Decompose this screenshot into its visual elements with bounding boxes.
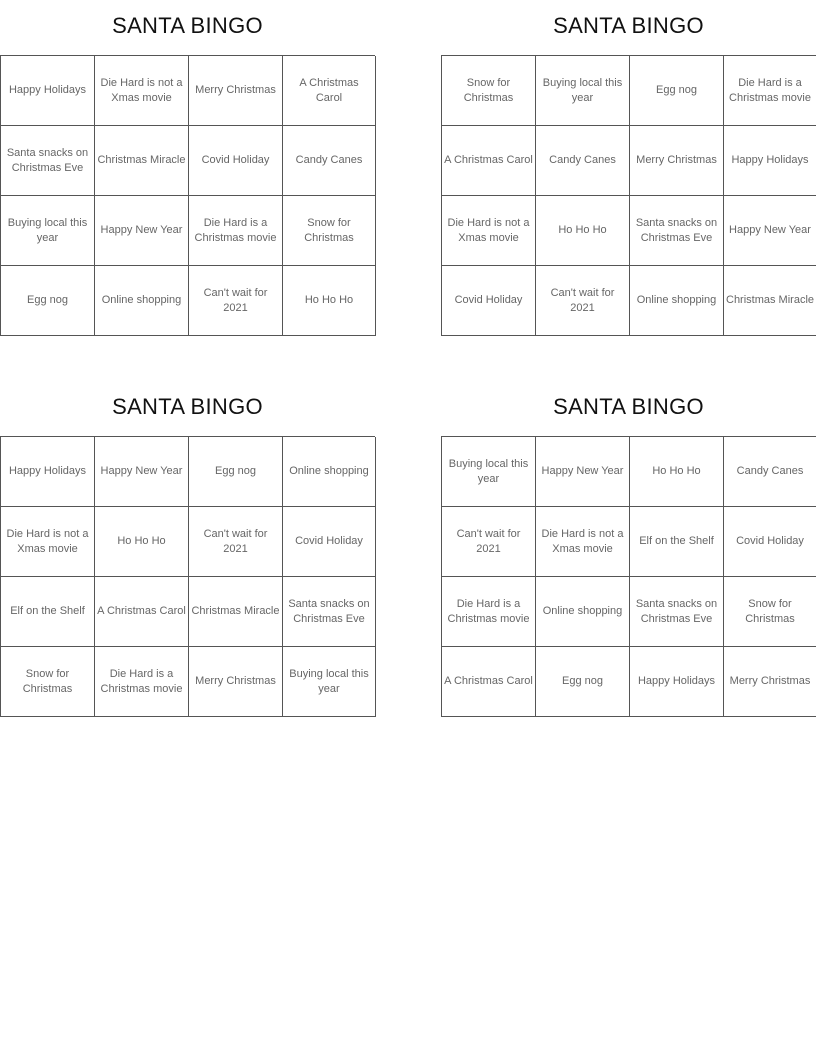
bingo-cell: Online shopping (283, 437, 376, 507)
bingo-cell: Santa snacks on Christmas Eve (1, 126, 95, 196)
bingo-cell: Happy Holidays (724, 126, 816, 196)
bingo-cell: Merry Christmas (189, 647, 283, 717)
bingo-cell: Snow for Christmas (283, 196, 376, 266)
bingo-cell: Egg nog (630, 56, 724, 126)
bingo-cell: Happy New Year (536, 437, 630, 507)
bingo-cell: Santa snacks on Christmas Eve (630, 196, 724, 266)
bingo-cell: Can't wait for 2021 (189, 266, 283, 336)
bingo-cell: Christmas Miracle (95, 126, 189, 196)
bingo-cell: Die Hard is a Christmas movie (442, 577, 536, 647)
bingo-cell: Ho Ho Ho (95, 507, 189, 577)
bingo-cell: Egg nog (536, 647, 630, 717)
bingo-cell: Egg nog (1, 266, 95, 336)
bingo-cell: A Christmas Carol (442, 647, 536, 717)
bingo-cell: Buying local this year (283, 647, 376, 717)
bingo-cell: Merry Christmas (724, 647, 816, 717)
bingo-cell: Snow for Christmas (1, 647, 95, 717)
bingo-cell: Online shopping (630, 266, 724, 336)
bingo-cell: Covid Holiday (442, 266, 536, 336)
bingo-grid (441, 55, 816, 336)
bingo-cell: Ho Ho Ho (536, 196, 630, 266)
bingo-cell: Die Hard is a Christmas movie (95, 647, 189, 717)
bingo-cell: Elf on the Shelf (630, 507, 724, 577)
bingo-cell: Can't wait for 2021 (536, 266, 630, 336)
bingo-cell: Snow for Christmas (442, 56, 536, 126)
bingo-cell: Santa snacks on Christmas Eve (630, 577, 724, 647)
bingo-cell: Snow for Christmas (724, 577, 816, 647)
bingo-cell: Die Hard is not a Xmas movie (95, 56, 189, 126)
bingo-cell: Die Hard is not a Xmas movie (536, 507, 630, 577)
bingo-cell: Merry Christmas (630, 126, 724, 196)
bingo-cell: Ho Ho Ho (283, 266, 376, 336)
bingo-cell: Covid Holiday (283, 507, 376, 577)
bingo-cell: Die Hard is a Christmas movie (189, 196, 283, 266)
bingo-cell: Merry Christmas (189, 56, 283, 126)
bingo-cell: A Christmas Carol (442, 126, 536, 196)
bingo-cell: Happy Holidays (1, 56, 95, 126)
bingo-cell: A Christmas Carol (283, 56, 376, 126)
bingo-cell: Santa snacks on Christmas Eve (283, 577, 376, 647)
bingo-cell: Happy New Year (724, 196, 816, 266)
bingo-cell: Buying local this year (442, 437, 536, 507)
bingo-cell: Happy Holidays (630, 647, 724, 717)
bingo-cell: Die Hard is not a Xmas movie (1, 507, 95, 577)
card-title: SANTA BINGO (112, 13, 263, 38)
bingo-cell: Happy New Year (95, 437, 189, 507)
bingo-cell: Covid Holiday (189, 126, 283, 196)
card-title: SANTA BINGO (553, 394, 704, 419)
bingo-cell: Happy Holidays (1, 437, 95, 507)
bingo-cell: Can't wait for 2021 (189, 507, 283, 577)
bingo-cell: Can't wait for 2021 (442, 507, 536, 577)
card-title: SANTA BINGO (112, 394, 263, 419)
bingo-grid (441, 436, 816, 717)
bingo-card-1 (0, 0, 375, 336)
card-title: SANTA BINGO (553, 13, 704, 38)
bingo-cell: Die Hard is not a Xmas movie (442, 196, 536, 266)
bingo-cell: A Christmas Carol (95, 577, 189, 647)
bingo-card-3 (0, 381, 375, 717)
bingo-cell: Die Hard is a Christmas movie (724, 56, 816, 126)
bingo-cell: Candy Canes (724, 437, 816, 507)
bingo-cell: Egg nog (189, 437, 283, 507)
bingo-cell: Ho Ho Ho (630, 437, 724, 507)
bingo-grid (0, 436, 375, 717)
bingo-card-2 (441, 0, 816, 336)
bingo-cell: Online shopping (95, 266, 189, 336)
bingo-cell: Online shopping (536, 577, 630, 647)
bingo-cell: Candy Canes (283, 126, 376, 196)
bingo-cell: Happy New Year (95, 196, 189, 266)
bingo-cell: Christmas Miracle (189, 577, 283, 647)
bingo-cell: Buying local this year (536, 56, 630, 126)
bingo-card-4 (441, 381, 816, 717)
bingo-cell: Covid Holiday (724, 507, 816, 577)
bingo-cell: Elf on the Shelf (1, 577, 95, 647)
bingo-cell: Buying local this year (1, 196, 95, 266)
bingo-cell: Christmas Miracle (724, 266, 816, 336)
bingo-grid (0, 55, 375, 336)
bingo-cell: Candy Canes (536, 126, 630, 196)
